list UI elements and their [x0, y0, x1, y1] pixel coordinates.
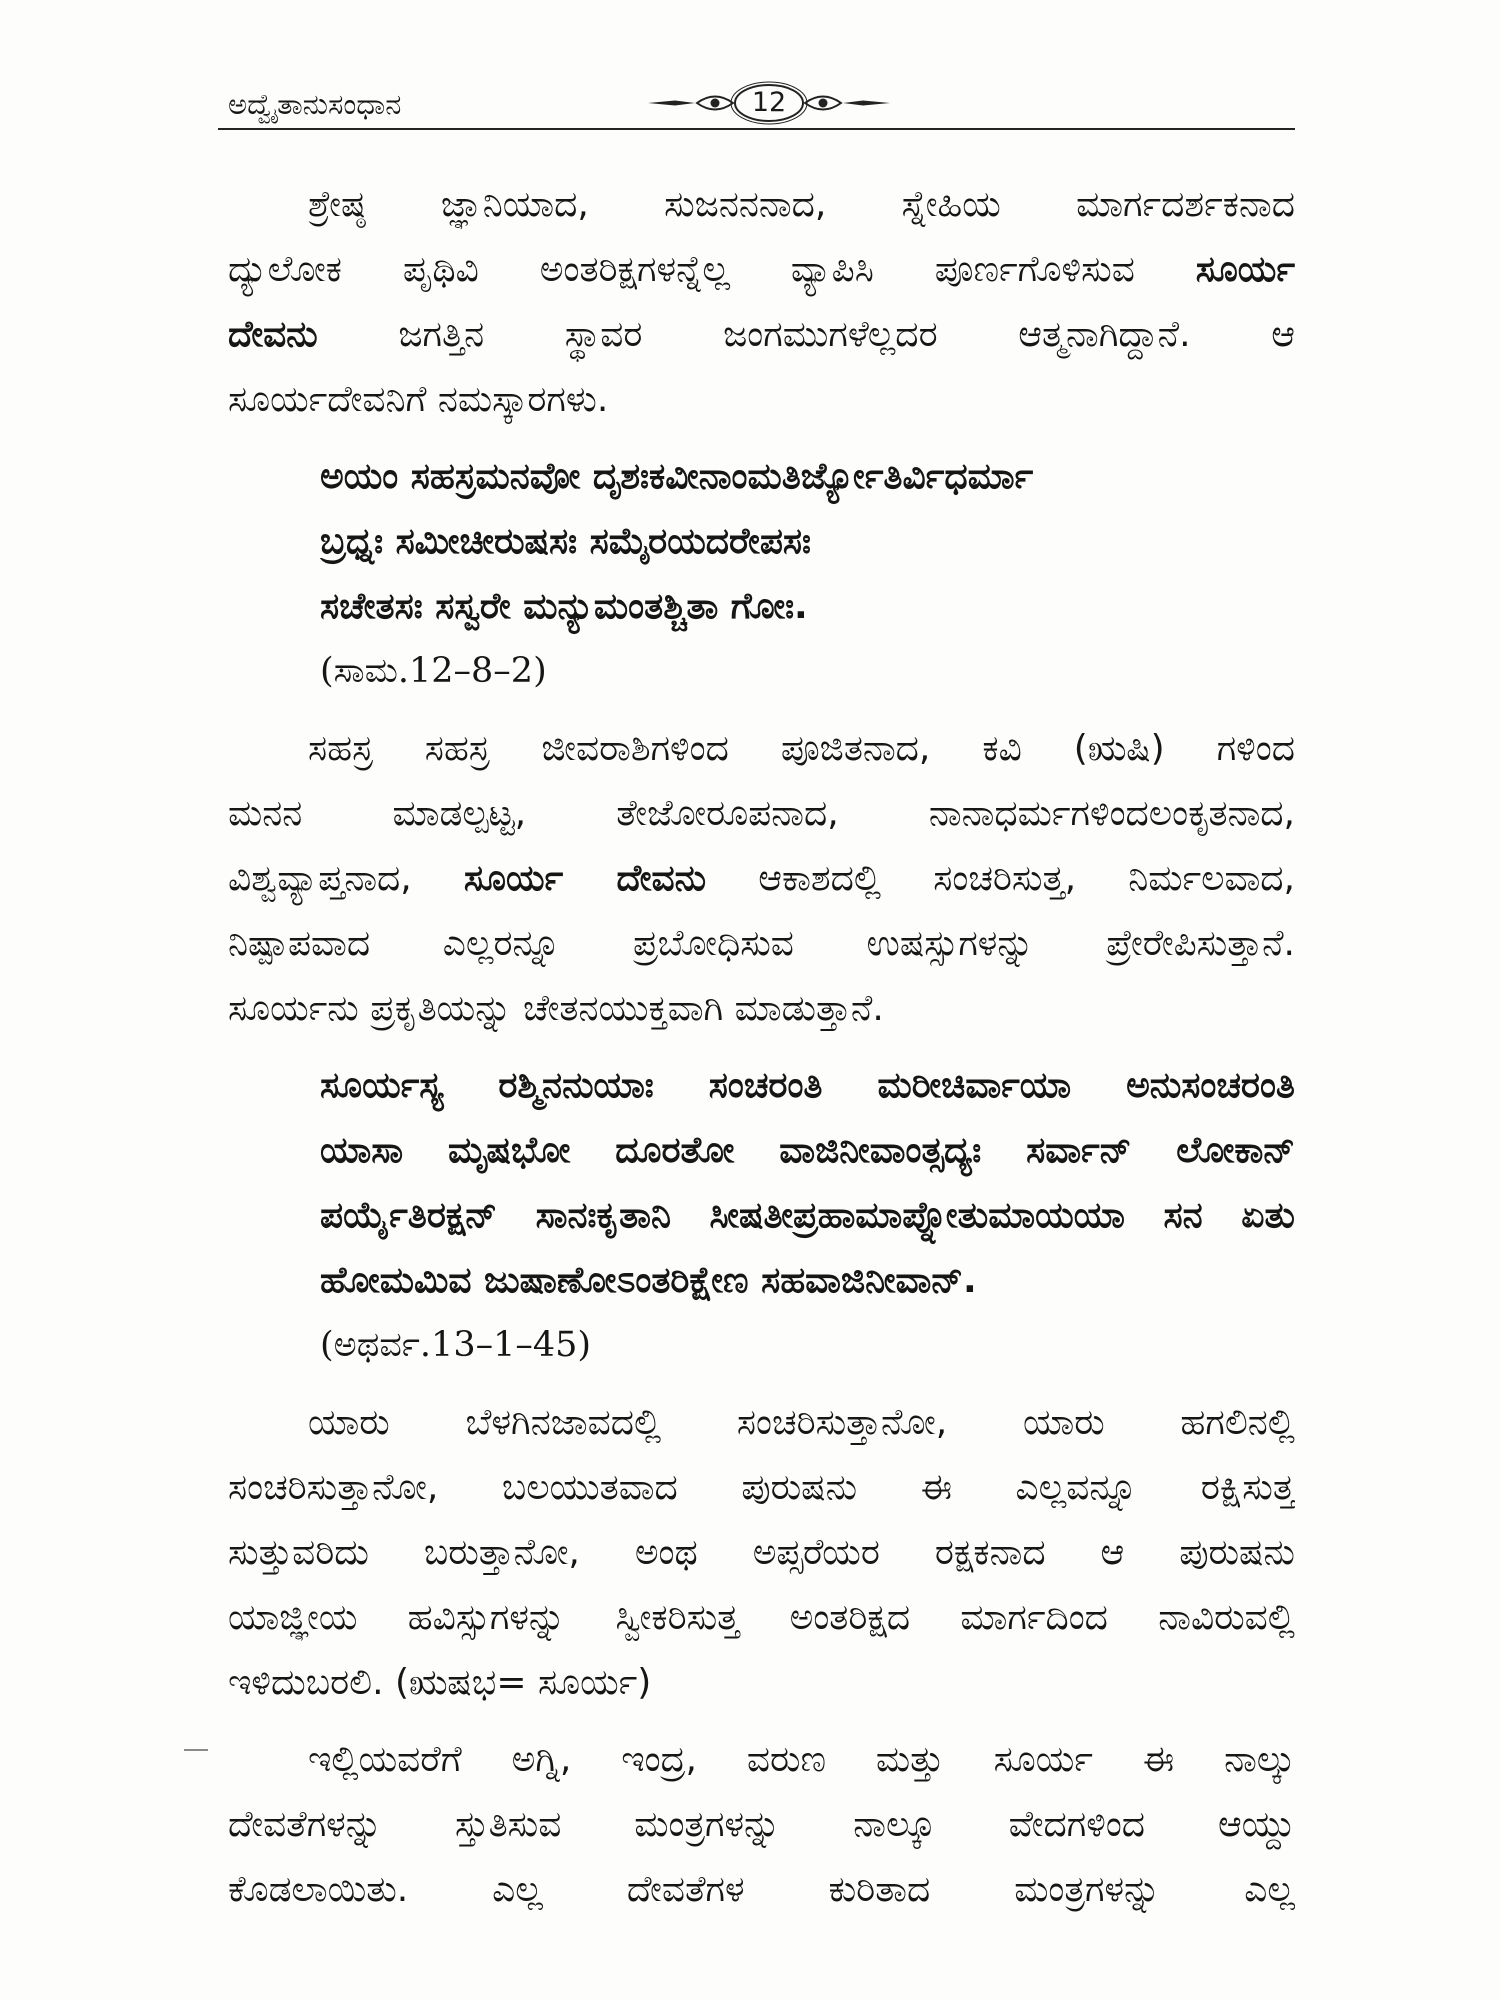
paragraph-line [228, 1455, 1295, 1520]
verse-reference [320, 639, 1295, 704]
verse-reference-text: (ಸಾಮ.12–8–2) [320, 651, 547, 691]
paragraph-1 [228, 172, 1295, 432]
paragraph-line [228, 1390, 1295, 1455]
paragraph-line [228, 1585, 1295, 1650]
text-run: ಸುತ್ತುವರಿದು ಬರುತ್ತಾನೋ, ಅಂಥ ಅಪ್ಸರೆಯರ ರಕ್ಷಕನಾದ ಆ ಪುರುಷನು [228, 1532, 1295, 1573]
paragraph-line [228, 846, 1295, 911]
text-run: ವಿಶ್ವವ್ಯಾಪ್ತನಾದ, [228, 858, 412, 899]
verse-line [320, 509, 1295, 574]
verse-line [320, 1118, 1295, 1183]
verse-1 [228, 444, 1295, 704]
text-run: ಇಳಿದುಬರಲಿ. (ಋಷಭ= ಸೂರ್ಯ) [228, 1662, 652, 1703]
paragraph-line [228, 302, 1295, 367]
paragraph-line [228, 781, 1295, 846]
text-run: ಸಹಸ್ರ ಸಹಸ್ರ ಜೀವರಾಶಿಗಳಿಂದ ಪೂಜಿತನಾದ, ಕವಿ (ಋಷಿ) ಗಳಿಂದ [308, 728, 1295, 769]
text-run: ಇಲ್ಲಿಯವರೆಗೆ ಅಗ್ನಿ, ಇಂದ್ರ, ವರುಣ ಮತ್ತು ಸೂರ್ಯ ಈ ನಾಲ್ಕು [308, 1739, 1295, 1780]
verse-text: ಬ್ರಧ್ನಃ ಸಮೀಚೀರುಷಸಃ ಸಮೈರಯದರೇಪಸಃ [320, 521, 812, 562]
running-header [218, 78, 1295, 130]
text-run: ಯಾರು ಬೆಳಗಿನಜಾವದಲ್ಲಿ ಸಂಚರಿಸುತ್ತಾನೋ, ಯಾರು ಹಗಲಿನಲ್ಲಿ [308, 1402, 1295, 1443]
page-number: 12 [751, 87, 787, 118]
text-run: ಸೂರ್ಯದೇವನಿಗೆ ನಮಸ್ಕಾರಗಳು. [228, 379, 609, 420]
verse-reference [320, 1313, 1295, 1378]
verse-line [320, 1183, 1295, 1248]
verse-text: ಸೂರ್ಯಸ್ಯ ರಶ್ಮಿನನುಯಾಃ ಸಂಚರಂತಿ ಮರೀಚಿರ್ವಾಯಾ ಅನುಸಂಚರಂತಿ [320, 1065, 1295, 1106]
verse-text: ಹೋಮಮಿವ ಜುಷಾಣೋಽಂತರಿಕ್ಷೇಣ ಸಹವಾಜಿನೀವಾನ್. [320, 1260, 977, 1301]
text-run: ನಿಷ್ಪಾಪವಾದ ಎಲ್ಲರನ್ನೂ ಪ್ರಬೋಧಿಸುವ ಉಷಸ್ಸುಗಳನ್ನು ಪ್ರೇರೇಪಿಸುತ್ತಾನೆ. [228, 923, 1295, 964]
verse-text: ಅಯಂ ಸಹಸ್ರಮನವೋ ದೃಶಃಕವೀನಾಂಮತಿರ್ಜ್ಯೋತಿರ್ವಿಧರ್ಮಾ [320, 456, 1034, 497]
bold-text-run: ಸೂರ್ಯ [1195, 249, 1295, 290]
text-run: ಸೂರ್ಯನು ಪ್ರಕೃತಿಯನ್ನು ಚೇತನಯುಕ್ತವಾಗಿ ಮಾಡುತ್ತಾನೆ. [228, 988, 884, 1029]
paragraph-line [228, 237, 1295, 302]
verse-text: ಯಾಸಾ ಮೃಷಭೋ ದೂರತೋ ವಾಜಿನೀವಾಂತ್ಸದ್ಯಃ ಸರ್ವಾನ್ ಲೋಕಾನ್ [320, 1130, 1295, 1171]
paragraph-line [228, 976, 1295, 1041]
text-run: ಸಂಚರಿಸುತ್ತಾನೋ, ಬಲಯುತವಾದ ಪುರುಷನು ಈ ಎಲ್ಲವನ್ನೂ ರಕ್ಷಿಸುತ್ತ [228, 1467, 1295, 1508]
paragraph-line [228, 172, 1295, 237]
text-run: ಆಕಾಶದಲ್ಲಿ ಸಂಚರಿಸುತ್ತ, ನಿರ್ಮಲವಾದ, [758, 858, 1295, 899]
paragraph-line [228, 367, 1295, 432]
text-run: ಜಗತ್ತಿನ ಸ್ಥಾವರ ಜಂಗಮುಗಳೆಲ್ಲದರ ಆತ್ಮನಾಗಿದ್ದಾನೆ. ಆ [398, 314, 1295, 355]
paragraph-line [228, 1520, 1295, 1585]
paragraph-line [228, 1727, 1295, 1792]
text-run: ದೇವತೆಗಳನ್ನು ಸ್ತುತಿಸುವ ಮಂತ್ರಗಳನ್ನು ನಾಲ್ಕೂ ವೇದಗಳಿಂದ ಆಯ್ದು [228, 1804, 1295, 1845]
running-title: ಅದ್ವೈತಾನುಸಂಧಾನ [228, 87, 402, 121]
verse-2 [228, 1053, 1295, 1378]
verse-line [320, 444, 1295, 509]
verse-line [320, 574, 1295, 639]
text-run: ಯಾಜ್ಞೀಯ ಹವಿಸ್ಸುಗಳನ್ನು ಸ್ವೀಕರಿಸುತ್ತ ಅಂತರಿಕ್ಷದ ಮಾರ್ಗದಿಂದ ನಾವಿರುವಲ್ಲಿ [228, 1597, 1295, 1638]
verse-line [320, 1053, 1295, 1118]
paragraph-line [228, 1857, 1295, 1922]
paragraph-2 [228, 716, 1295, 1041]
text-run: ಶ್ರೇಷ್ಠ ಜ್ಞಾನಿಯಾದ, ಸುಜನನನಾದ, ಸ್ನೇಹಿಯ ಮಾರ್ಗದರ್ಶಕನಾದ [308, 184, 1295, 225]
paragraph-line [228, 1650, 1295, 1715]
verse-reference-text: (ಅಥರ್ವ.13–1–45) [320, 1325, 592, 1365]
margin-mark [184, 1749, 208, 1751]
text-run: ದ್ಯುಲೋಕ ಪೃಥಿವಿ ಅಂತರಿಕ್ಷಗಳನ್ನೆಲ್ಲ ವ್ಯಾಪಿಸಿ ಪೂರ್ಣಗೊಳಿಸುವ [228, 249, 1135, 290]
paragraph-3 [228, 1390, 1295, 1715]
page-number-ornament [647, 81, 891, 125]
verse-text: ಪರ್ಯೈತಿರಕ್ಷನ್ ಸಾನಃಕೃತಾನಿ ಸೀಷತೀಪ್ರಹಾಮಾಪ್ನೋತುಮಾಯಯಾ ಸನ ಏತು [320, 1195, 1295, 1236]
text-run: ಮನನ ಮಾಡಲ್ಪಟ್ಟ, ತೇಜೋರೂಪನಾದ, ನಾನಾಧರ್ಮಗಳಿಂದಲಂಕೃತನಾದ, [228, 793, 1295, 834]
bold-text-run: ಸೂರ್ಯ ದೇವನು [463, 858, 707, 899]
paragraph-4 [228, 1727, 1295, 1922]
paragraph-line [228, 1792, 1295, 1857]
verse-text: ಸಚೇತಸಃ ಸಸ್ವರೇ ಮನ್ಯುಮಂತಶ್ಚಿತಾ ಗೋಃ. [320, 586, 808, 627]
verse-line [320, 1248, 1295, 1313]
bold-text-run: ದೇವನು [228, 314, 318, 355]
page-body [228, 172, 1295, 1922]
paragraph-line [228, 911, 1295, 976]
text-run: ಕೊಡಲಾಯಿತು. ಎಲ್ಲ ದೇವತೆಗಳ ಕುರಿತಾದ ಮಂತ್ರಗಳನ್ನು ಎಲ್ಲ [228, 1869, 1295, 1910]
paragraph-line [228, 716, 1295, 781]
